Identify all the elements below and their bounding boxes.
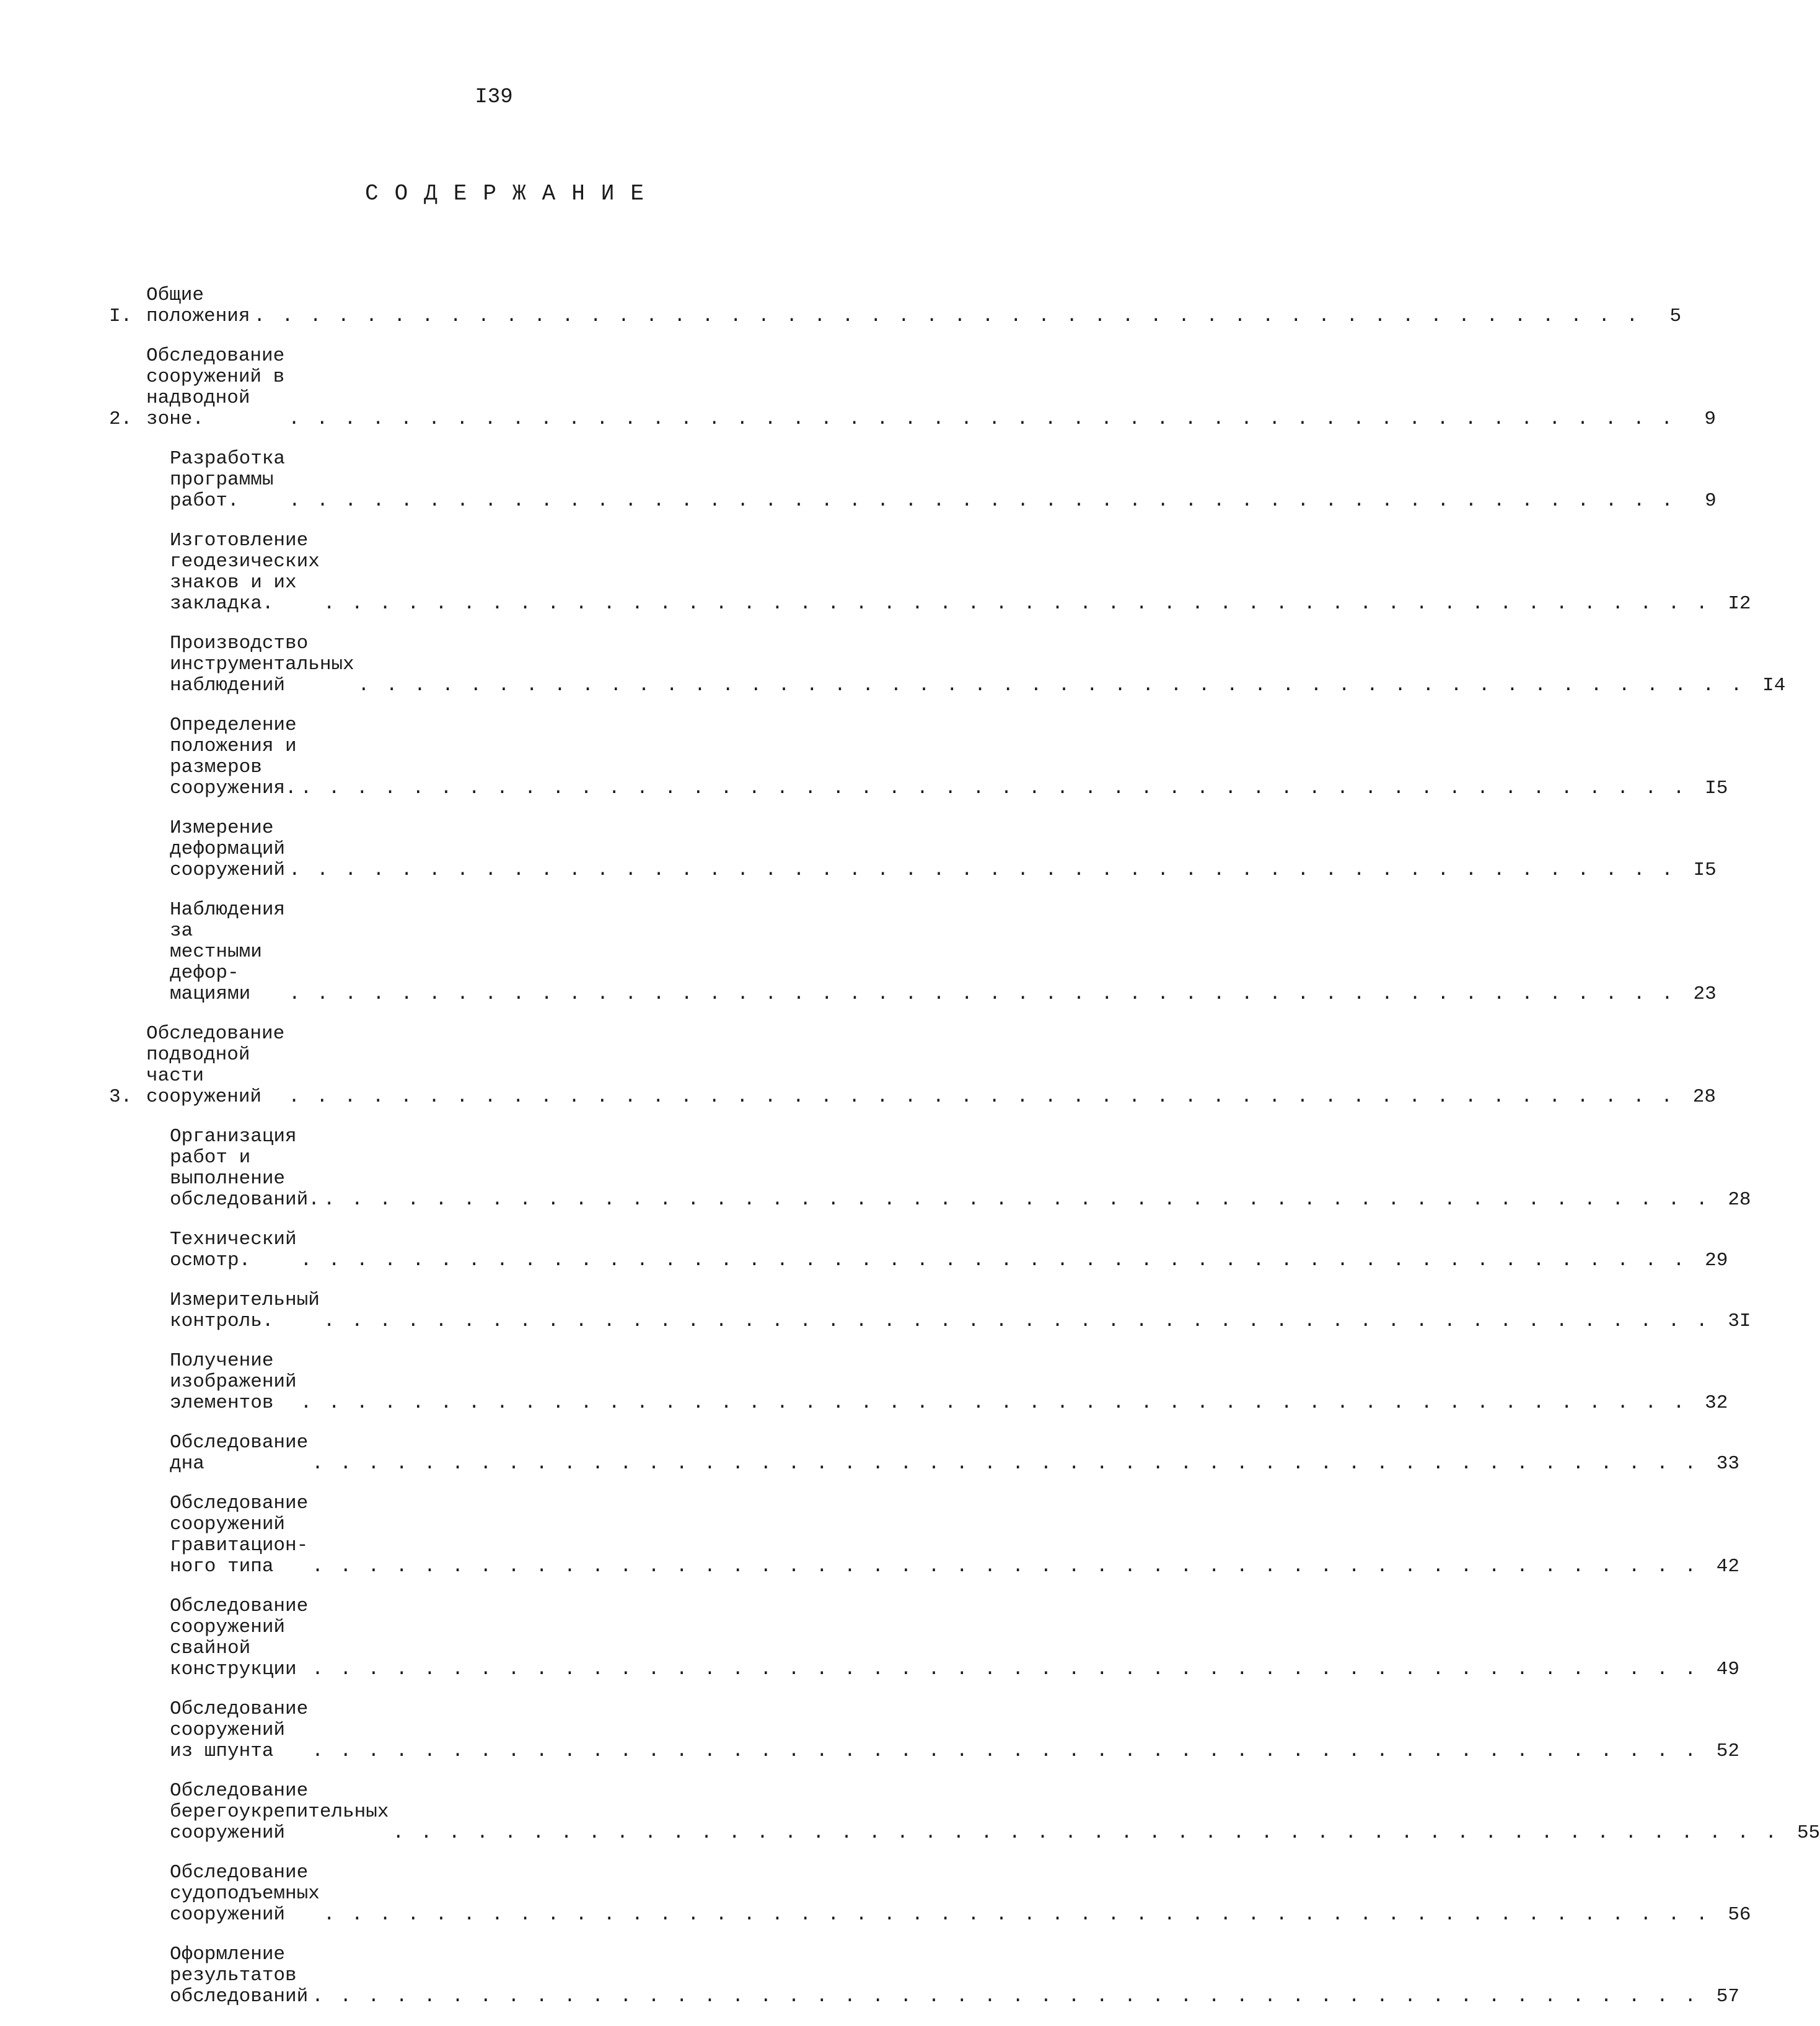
toc-entry-page: 23	[1693, 983, 1717, 1005]
toc-entry	[109, 1944, 1739, 2007]
toc-dot-leader: . . . . . . . . . . . . . . . . . . . . . . . . . . . . . . . . . . . . . . . . . . . . . . . . . .	[358, 675, 1745, 696]
toc-entry-number: I.	[109, 305, 133, 327]
toc-entry-title: Измерительный контроль.	[170, 1289, 320, 1332]
toc-entry-title: Оформление результатов обследований	[170, 1944, 309, 2007]
toc-entry-title: Обследование судоподъемных сооружений	[170, 1862, 320, 1926]
toc-entry	[109, 448, 1717, 512]
toc-dot-leader: . . . . . . . . . . . . . . . . . . . . . . . . . . . . . . . . . . . . . . . . . . . . . . . . . .	[323, 593, 1710, 615]
toc-entry	[109, 714, 1728, 799]
toc-entry	[109, 284, 1682, 327]
toc-entry-title: Определение положения и размеров сооружения.	[170, 714, 297, 799]
toc-entry	[109, 633, 1786, 696]
toc-entry	[109, 1289, 1751, 1332]
toc-dot-leader: . . . . . . . . . . . . . . . . . . . . . . . . . . . . . . . . . . . . . . . . . . . . . . . . . .	[289, 490, 1676, 512]
toc-dot-leader: . . . . . . . . . . . . . . . . . . . . . . . . . . . . . . . . . . . . . . . . . . . . . . . . . .	[323, 1904, 1710, 1926]
toc-entry-page: 49	[1716, 1659, 1739, 1680]
toc-entry	[109, 1126, 1751, 1211]
toc-entry-page: 33	[1716, 1453, 1739, 1475]
toc-entry-page: 57	[1716, 1986, 1739, 2007]
toc-entry-page: 56	[1728, 1904, 1751, 1926]
toc-entry-title: Производство инструментальных наблюдений	[170, 633, 354, 696]
toc-entry-title: Обследование сооружений свайной конструкции	[170, 1595, 309, 1680]
toc-dot-leader: . . . . . . . . . . . . . . . . . . . . . . . . . . . . . . . . . . . . . . . . . . . . . . . . . .	[300, 778, 1687, 799]
toc-entry-title: Обследование сооружений из шпунта	[170, 1698, 309, 1762]
toc-entry	[109, 1780, 1820, 1844]
toc-dot-leader: . . . . . . . . . . . . . . . . . . . . . . . . . . . . . . . . . . . . . . . . . . . . . . . . . .	[300, 1250, 1687, 1271]
toc-entry	[109, 530, 1751, 615]
toc-entry-title: Получение изображений элементов	[170, 1350, 297, 1414]
toc-entry-title: Изготовление геодезических знаков и их закладка.	[170, 530, 320, 615]
toc-dot-leader: . . . . . . . . . . . . . . . . . . . . . . . . . . . . . . . . . . . . . . . . . . . . . . . . . .	[312, 1659, 1699, 1680]
toc-entry	[109, 1698, 1739, 1762]
toc-entry	[109, 1595, 1739, 1680]
toc-dot-leader: . . . . . . . . . . . . . . . . . . . . . . . . . . . . . . . . . . . . . . . . . . . . . . . . . .	[323, 1189, 1710, 1211]
toc-entry-page: I5	[1693, 859, 1717, 881]
toc-entry-title: Технический осмотр.	[170, 1229, 297, 1271]
toc-dot-leader: . . . . . . . . . . . . . . . . . . . . . . . . . . . . . . . . . . . . . . . . . . . . . . . . . .	[392, 1822, 1780, 1844]
toc-entry-title: Общие положения	[146, 284, 250, 327]
toc-dot-leader: . . . . . . . . . . . . . . . . . . . . . . . . . . . . . . . . . . . . . . . . . . . . . . . . . .	[323, 1310, 1710, 1332]
toc-entry-title: Обследование подводной части сооружений	[146, 1023, 285, 1108]
toc-entry-number: 3.	[109, 1086, 133, 1108]
toc-entry-title: Обследование дна	[170, 1432, 309, 1475]
toc-entry-title: Наблюдения за местными дефор- мациями	[170, 899, 286, 1005]
toc-entry-page: 52	[1716, 1740, 1739, 1762]
toc-dot-leader: . . . . . . . . . . . . . . . . . . . . . . . . . . . . . . . . . . . . . . . . . . . . . . . . . .	[312, 1556, 1699, 1577]
toc-entry	[109, 1023, 1716, 1108]
toc-entry-number: 2.	[109, 408, 133, 430]
table-of-contents	[109, 284, 1820, 2026]
page-number: I39	[475, 86, 513, 109]
toc-entry-page: I4	[1762, 675, 1786, 696]
toc-entry	[109, 1862, 1751, 1926]
page-title: СОДЕРЖАНИЕ	[364, 181, 661, 206]
toc-entry-page: 55	[1796, 1822, 1820, 1844]
toc-entry-title: Разработка программы работ.	[170, 448, 286, 512]
toc-entry-page: 28	[1728, 1189, 1751, 1211]
toc-dot-leader: . . . . . . . . . . . . . . . . . . . . . . . . . . . . . . . . . . . . . . . . . . . . . . . . . .	[312, 1986, 1699, 2007]
toc-dot-leader: . . . . . . . . . . . . . . . . . . . . . . . . . . . . . . . . . . . . . . . . . . . . . . . . . .	[289, 983, 1676, 1005]
toc-entry-title: Обследование берегоукрепительных сооружений	[170, 1780, 389, 1844]
toc-dot-leader: . . . . . . . . . . . . . . . . . . . . . . . . . . . . . . . . . . . . . . . . . . . . . . . . . .	[312, 1740, 1699, 1762]
toc-dot-leader: . . . . . . . . . . . . . . . . . . . . . . . . . . . . . . . . . . . . . . . . . . . . . . . . . .	[312, 1453, 1699, 1475]
toc-dot-leader: . . . . . . . . . . . . . . . . . . . . . . . . . . . . . . . . . . . . . . . . . . . . . . . . . .	[289, 859, 1676, 881]
toc-entry-page: 32	[1705, 1392, 1728, 1414]
toc-entry	[109, 1350, 1728, 1414]
toc-entry-page: I5	[1705, 778, 1728, 799]
toc-entry-page: 29	[1705, 1250, 1728, 1271]
toc-dot-leader: . . . . . . . . . . . . . . . . . . . . . . . . . . . . . . . . . . . . . . . . . . . . . . . . . .	[288, 1086, 1675, 1108]
toc-dot-leader: . . . . . . . . . . . . . . . . . . . . . . . . . . . . . . . . . . . . . . . . . . . . . . . . . .	[253, 305, 1641, 327]
toc-entry	[109, 345, 1716, 430]
toc-entry-page: 28	[1692, 1086, 1716, 1108]
toc-entry	[109, 1432, 1739, 1475]
toc-entry-title: Обследование сооружений в надводной зоне.	[146, 345, 285, 430]
toc-dot-leader: . . . . . . . . . . . . . . . . . . . . . . . . . . . . . . . . . . . . . . . . . . . . . . . . . .	[288, 408, 1675, 430]
toc-entry	[109, 1493, 1739, 1577]
toc-entry	[109, 1229, 1728, 1271]
toc-entry-title: Измерение деформаций сооружений	[170, 817, 286, 881]
toc-entry	[109, 817, 1717, 881]
toc-entry-title: Организация работ и выполнение обследований.	[170, 1126, 320, 1211]
toc-entry-page: I2	[1728, 593, 1751, 615]
toc-entry-page: 42	[1716, 1556, 1739, 1577]
toc-entry-page: 5	[1669, 305, 1682, 327]
toc-entry-page: 9	[1704, 408, 1716, 430]
toc-entry-title: Обследование сооружений гравитацион- ного типа	[170, 1493, 309, 1577]
toc-entry-page: 9	[1705, 490, 1717, 512]
toc-entry	[109, 899, 1717, 1005]
toc-dot-leader: . . . . . . . . . . . . . . . . . . . . . . . . . . . . . . . . . . . . . . . . . . . . . . . . . .	[300, 1392, 1687, 1414]
toc-entry-page: 3I	[1728, 1310, 1751, 1332]
